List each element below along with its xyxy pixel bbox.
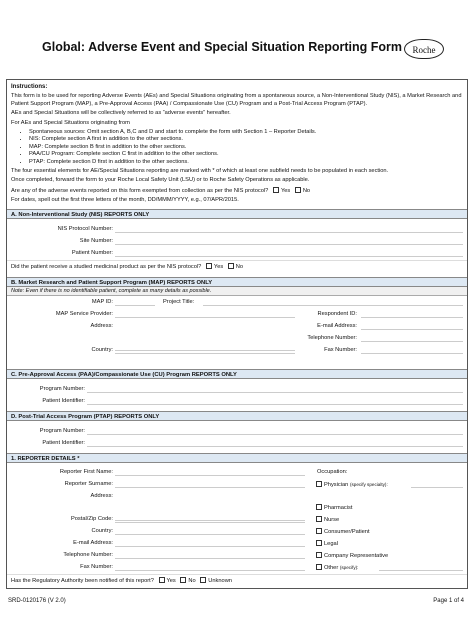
roche-logo: Roche — [404, 39, 444, 59]
list-item: • MAP: Complete section B first in addition to the other sections. — [29, 144, 463, 151]
postal-code-label: Postal/Zip Code: — [70, 516, 113, 522]
reporter-phone-label: Telephone Number: — [63, 552, 113, 558]
patient-number-input[interactable] — [115, 248, 463, 257]
map-address-label: Address: — [90, 323, 113, 329]
physician-label: Physician — [324, 482, 349, 488]
section-b-header: B. Market Research and Patient Support Program (MAP) REPORTS ONLY — [7, 277, 467, 287]
respondent-id-label: Respondent ID: — [317, 311, 357, 317]
section-a-header: A. Non-Interventional Study (NIS) REPORTS ONLY — [7, 209, 467, 219]
page-title: Global: Adverse Event and Special Situation Reporting Form — [42, 40, 403, 54]
map-provider-input[interactable] — [115, 309, 295, 318]
patient-number-label: Patient Number: — [71, 250, 113, 256]
physician-checkbox[interactable] — [316, 481, 322, 487]
instructions-block — [11, 84, 463, 207]
nurse-checkbox[interactable] — [316, 516, 322, 522]
reporter-country-input[interactable] — [115, 526, 305, 535]
map-phone-label: Telephone Number: — [307, 335, 357, 341]
regulatory-question-text: Has the Regulatory Authority been notified of this report? — [11, 578, 154, 584]
exemption-no-checkbox[interactable] — [295, 187, 301, 193]
instructions-forwarding: Once completed, forward the form to your Roche Local Safety Unit (LSU) or to Roche Safety Operations as applicable. — [11, 177, 310, 184]
paa-patient-label: Patient Identifier: — [42, 398, 85, 404]
paa-program-label: Program Number: — [39, 386, 85, 392]
nis-product-yes-checkbox[interactable] — [206, 263, 212, 269]
company-rep-checkbox[interactable] — [316, 552, 322, 558]
nis-product-no-checkbox[interactable] — [228, 263, 234, 269]
other-label: Other — [324, 565, 339, 571]
section-1-header: 1. REPORTER DETAILS * — [7, 453, 467, 463]
other-note: (specify): — [339, 565, 359, 570]
nis-product-question-text: Did the patient receive a studied medicinal product as per the NIS protocol? — [11, 264, 202, 270]
ptap-patient-input[interactable] — [87, 438, 463, 447]
nis-protocol-input[interactable] — [115, 224, 463, 233]
section-d-header: D. Post-Trial Access Program (PTAP) REPORTS ONLY — [7, 411, 467, 421]
regulatory-yes-checkbox[interactable] — [159, 577, 165, 583]
map-provider-label: MAP Service Provider: — [55, 311, 113, 317]
ptap-patient-label: Patient Identifier: — [42, 440, 85, 446]
nis-protocol-label: NIS Protocol Number: — [57, 226, 113, 232]
instructions-heading: Instructions: — [11, 84, 48, 90]
section-b-note: Note: Even if there is no identifiable patient, complete as many details as possible. — [7, 287, 467, 296]
instructions-date-format: For dates, spell out the first three letters of the month, DD/MMM/YYYY, e.g., 07/APR/2015. — [11, 197, 239, 204]
reporting-form — [6, 79, 468, 589]
instructions-origin-intro: For AEs and Special Situations originating from — [11, 119, 130, 126]
instructions-exemption-question — [11, 187, 463, 195]
regulatory-no-checkbox[interactable] — [180, 577, 186, 583]
map-country-label: Country: — [91, 347, 113, 353]
reporter-surname-input[interactable] — [115, 479, 305, 488]
map-country-input[interactable] — [115, 345, 295, 354]
instructions-list — [11, 129, 463, 166]
list-item: • Spontaneous sources: Omit section A, B,C and D and start to complete the form with Section 1 – Reporter Details. — [29, 129, 463, 136]
consumer-label: Consumer/Patient — [324, 529, 370, 535]
postal-code-input[interactable] — [115, 514, 305, 523]
occupation-label: Occupation: — [317, 469, 348, 475]
regulatory-unknown-checkbox[interactable] — [200, 577, 206, 583]
document-id: SRD-0120176 (V 2.0) — [8, 598, 66, 604]
unknown-label: Unknown — [208, 578, 232, 584]
other-checkbox[interactable] — [316, 564, 322, 570]
occupation-nurse — [313, 516, 339, 523]
pharmacist-checkbox[interactable] — [316, 504, 322, 510]
legal-checkbox[interactable] — [316, 540, 322, 546]
instructions-intro: This form is to be used for reporting Adverse Events (AEs) and Special Situations originating from a spontaneous source, a Non-Interventional Study (NIS), a Market Research and Patient Support Program (MAP), a Pre-Approval Access (PAA) / Compassionate Use (CU) Program and a Post-Trial Access Program (PTAP). — [11, 93, 462, 107]
respondent-id-input[interactable] — [361, 309, 463, 318]
company-rep-label: Company Representative — [324, 553, 389, 559]
map-phone-input[interactable] — [361, 333, 463, 342]
list-item: • PAA/CU Program: Complete section C first in addition to the other sections. — [29, 151, 463, 158]
divider — [7, 260, 467, 261]
occupation-company-rep — [313, 552, 388, 559]
paa-program-input[interactable] — [87, 384, 463, 393]
reporter-phone-input[interactable] — [115, 550, 305, 559]
instructions-essential-elements: The four essential elements for AE/Special Situations reporting are marked with * of which at least one subfield needs to be populated in each section. — [11, 168, 389, 175]
instructions-collective-note: AEs and Special Situations will be collectively referred to as “adverse events” hereafter. — [11, 110, 231, 117]
occupation-legal — [313, 540, 338, 547]
reporter-email-label: E-mail Address: — [73, 540, 113, 546]
reporter-first-name-label: Reporter First Name: — [59, 469, 113, 475]
list-item: • NIS: Complete section A first in addition to the other sections. — [29, 136, 463, 143]
yes-label: Yes — [166, 578, 176, 584]
section-c-header: C. Pre-Approval Access (PAA)/Compassionate Use (CU) Program REPORTS ONLY — [7, 369, 467, 379]
pharmacist-label: Pharmacist — [324, 505, 353, 511]
consumer-checkbox[interactable] — [316, 528, 322, 534]
page-number: Page 1 of 4 — [433, 598, 464, 604]
legal-label: Legal — [324, 541, 338, 547]
ptap-program-input[interactable] — [87, 426, 463, 435]
map-fax-input[interactable] — [361, 345, 463, 354]
reporter-country-label: Country: — [91, 528, 113, 534]
nurse-label: Nurse — [324, 517, 340, 523]
reporter-address-label: Address: — [90, 493, 113, 499]
nis-product-question — [11, 263, 243, 270]
other-specify-input[interactable] — [379, 562, 463, 571]
no-label: No — [235, 264, 244, 270]
map-fax-label: Fax Number: — [324, 347, 357, 353]
exemption-question-text: Are any of the adverse events reported on this form exempted from collection as per the NIS protocol? — [11, 187, 269, 194]
reporter-fax-input[interactable] — [115, 562, 305, 571]
regulatory-question — [11, 577, 232, 584]
site-number-label: Site Number: — [79, 238, 113, 244]
yes-label: Yes — [280, 187, 291, 194]
occupation-consumer — [313, 528, 370, 535]
divider — [7, 574, 467, 575]
exemption-yes-checkbox[interactable] — [273, 187, 279, 193]
map-id-input[interactable] — [115, 297, 155, 306]
ptap-program-label: Program Number: — [39, 428, 85, 434]
reporter-surname-label: Reporter Surname: — [64, 481, 113, 487]
occupation-pharmacist — [313, 504, 352, 511]
no-label: No — [302, 187, 311, 194]
project-title-input[interactable] — [203, 297, 463, 306]
list-item: • PTAP: Complete section D first in addition to the other sections. — [29, 159, 463, 166]
occupation-physician — [313, 481, 388, 488]
map-email-input[interactable] — [361, 321, 463, 330]
physician-specialty-input[interactable] — [411, 479, 463, 488]
reporter-email-input[interactable] — [115, 538, 305, 547]
no-label: No — [188, 578, 196, 584]
paa-patient-input[interactable] — [87, 396, 463, 405]
reporter-first-name-input[interactable] — [115, 467, 305, 476]
reporter-fax-label: Fax Number: — [80, 564, 113, 570]
site-number-input[interactable] — [115, 236, 463, 245]
project-title-label: Project Title: — [163, 299, 195, 305]
map-email-label: E-mail Address: — [317, 323, 357, 329]
map-id-label: MAP ID: — [91, 299, 113, 305]
physician-note: (specify specialty): — [349, 482, 388, 487]
yes-label: Yes — [213, 264, 224, 270]
occupation-other — [313, 564, 358, 571]
